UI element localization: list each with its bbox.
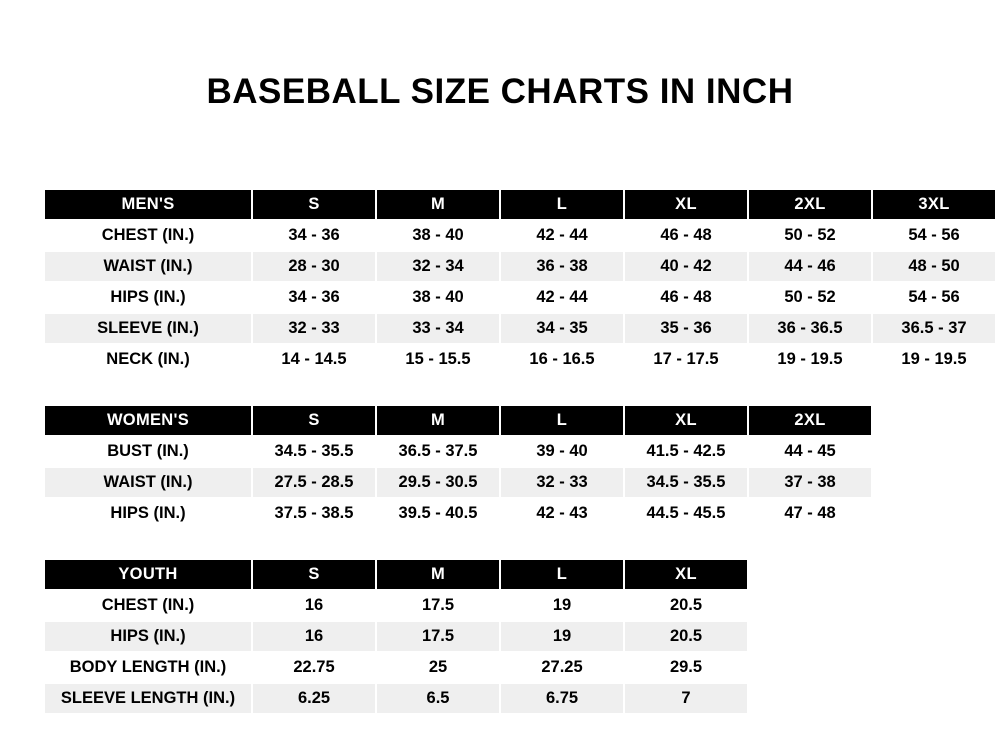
cell: 50 - 52 (748, 282, 872, 313)
table-row (44, 621, 748, 652)
row-label: CHEST (IN.) (44, 590, 252, 621)
cell: 32 - 34 (376, 251, 500, 282)
cell: 42 - 43 (500, 498, 624, 529)
cell: 17.5 (376, 590, 500, 621)
cell: 36 - 36.5 (748, 313, 872, 344)
cell: 15 - 15.5 (376, 344, 500, 375)
womens-header-xl: XL (624, 405, 748, 436)
table-row (44, 344, 996, 375)
row-label: SLEEVE LENGTH (IN.) (44, 683, 252, 714)
youth-header-l: L (500, 559, 624, 590)
womens-table-header (44, 405, 872, 436)
youth-header-m: M (376, 559, 500, 590)
row-label: BODY LENGTH (IN.) (44, 652, 252, 683)
mens-header-s: S (252, 189, 376, 220)
row-label: NECK (IN.) (44, 344, 252, 375)
cell: 44.5 - 45.5 (624, 498, 748, 529)
page-title: BASEBALL SIZE CHARTS IN INCH (206, 72, 794, 111)
row-label: HIPS (IN.) (44, 282, 252, 313)
row-label: WAIST (IN.) (44, 467, 252, 498)
table-row (44, 652, 748, 683)
cell: 7 (624, 683, 748, 714)
youth-header-category: YOUTH (44, 559, 252, 590)
cell: 44 - 45 (748, 436, 872, 467)
cell: 19 (500, 621, 624, 652)
row-label: HIPS (IN.) (44, 621, 252, 652)
table-header-row (44, 405, 872, 436)
cell: 48 - 50 (872, 251, 996, 282)
womens-header-category: WOMEN'S (44, 405, 252, 436)
cell: 29.5 (624, 652, 748, 683)
cell: 50 - 52 (748, 220, 872, 251)
cell: 28 - 30 (252, 251, 376, 282)
cell: 47 - 48 (748, 498, 872, 529)
table-row (44, 251, 996, 282)
womens-table-body (44, 436, 872, 529)
row-label: HIPS (IN.) (44, 498, 252, 529)
cell: 42 - 44 (500, 282, 624, 313)
cell: 46 - 48 (624, 220, 748, 251)
table-row (44, 436, 872, 467)
cell: 16 (252, 621, 376, 652)
size-tables-container (43, 188, 997, 715)
cell: 16 (252, 590, 376, 621)
mens-header-3xl: 3XL (872, 189, 996, 220)
cell: 40 - 42 (624, 251, 748, 282)
row-label: WAIST (IN.) (44, 251, 252, 282)
cell: 34 - 36 (252, 220, 376, 251)
cell: 35 - 36 (624, 313, 748, 344)
table-row (44, 590, 748, 621)
cell: 38 - 40 (376, 220, 500, 251)
table-row (44, 683, 748, 714)
cell: 16 - 16.5 (500, 344, 624, 375)
cell: 6.5 (376, 683, 500, 714)
cell: 54 - 56 (872, 282, 996, 313)
cell: 37 - 38 (748, 467, 872, 498)
table-header-row (44, 559, 748, 590)
cell: 29.5 - 30.5 (376, 467, 500, 498)
table-header-row (44, 189, 996, 220)
cell: 36 - 38 (500, 251, 624, 282)
cell: 32 - 33 (252, 313, 376, 344)
cell: 17 - 17.5 (624, 344, 748, 375)
cell: 41.5 - 42.5 (624, 436, 748, 467)
womens-header-s: S (252, 405, 376, 436)
cell: 36.5 - 37 (872, 313, 996, 344)
table-row (44, 467, 872, 498)
cell: 34 - 35 (500, 313, 624, 344)
cell: 27.5 - 28.5 (252, 467, 376, 498)
youth-table-body (44, 590, 748, 714)
cell: 17.5 (376, 621, 500, 652)
cell: 34.5 - 35.5 (624, 467, 748, 498)
cell: 34.5 - 35.5 (252, 436, 376, 467)
womens-header-l: L (500, 405, 624, 436)
cell: 25 (376, 652, 500, 683)
cell: 39.5 - 40.5 (376, 498, 500, 529)
mens-size-table (43, 188, 997, 376)
mens-header-l: L (500, 189, 624, 220)
cell: 6.25 (252, 683, 376, 714)
youth-size-table (43, 558, 749, 715)
womens-header-2xl: 2XL (748, 405, 872, 436)
cell: 33 - 34 (376, 313, 500, 344)
cell: 46 - 48 (624, 282, 748, 313)
mens-table-body (44, 220, 996, 375)
cell: 38 - 40 (376, 282, 500, 313)
mens-header-category: MEN'S (44, 189, 252, 220)
cell: 44 - 46 (748, 251, 872, 282)
cell: 22.75 (252, 652, 376, 683)
youth-header-xl: XL (624, 559, 748, 590)
cell: 27.25 (500, 652, 624, 683)
youth-table-header (44, 559, 748, 590)
mens-header-xl: XL (624, 189, 748, 220)
cell: 32 - 33 (500, 467, 624, 498)
cell: 54 - 56 (872, 220, 996, 251)
cell: 36.5 - 37.5 (376, 436, 500, 467)
table-row (44, 498, 872, 529)
cell: 20.5 (624, 590, 748, 621)
table-row (44, 220, 996, 251)
row-label: CHEST (IN.) (44, 220, 252, 251)
table-row (44, 313, 996, 344)
row-label: SLEEVE (IN.) (44, 313, 252, 344)
cell: 14 - 14.5 (252, 344, 376, 375)
cell: 34 - 36 (252, 282, 376, 313)
cell: 19 - 19.5 (748, 344, 872, 375)
mens-header-m: M (376, 189, 500, 220)
womens-size-table (43, 404, 873, 530)
cell: 19 (500, 590, 624, 621)
table-row (44, 282, 996, 313)
row-label: BUST (IN.) (44, 436, 252, 467)
youth-header-s: S (252, 559, 376, 590)
mens-table-header (44, 189, 996, 220)
mens-header-2xl: 2XL (748, 189, 872, 220)
cell: 37.5 - 38.5 (252, 498, 376, 529)
cell: 39 - 40 (500, 436, 624, 467)
cell: 6.75 (500, 683, 624, 714)
cell: 42 - 44 (500, 220, 624, 251)
cell: 20.5 (624, 621, 748, 652)
cell: 19 - 19.5 (872, 344, 996, 375)
womens-header-m: M (376, 405, 500, 436)
